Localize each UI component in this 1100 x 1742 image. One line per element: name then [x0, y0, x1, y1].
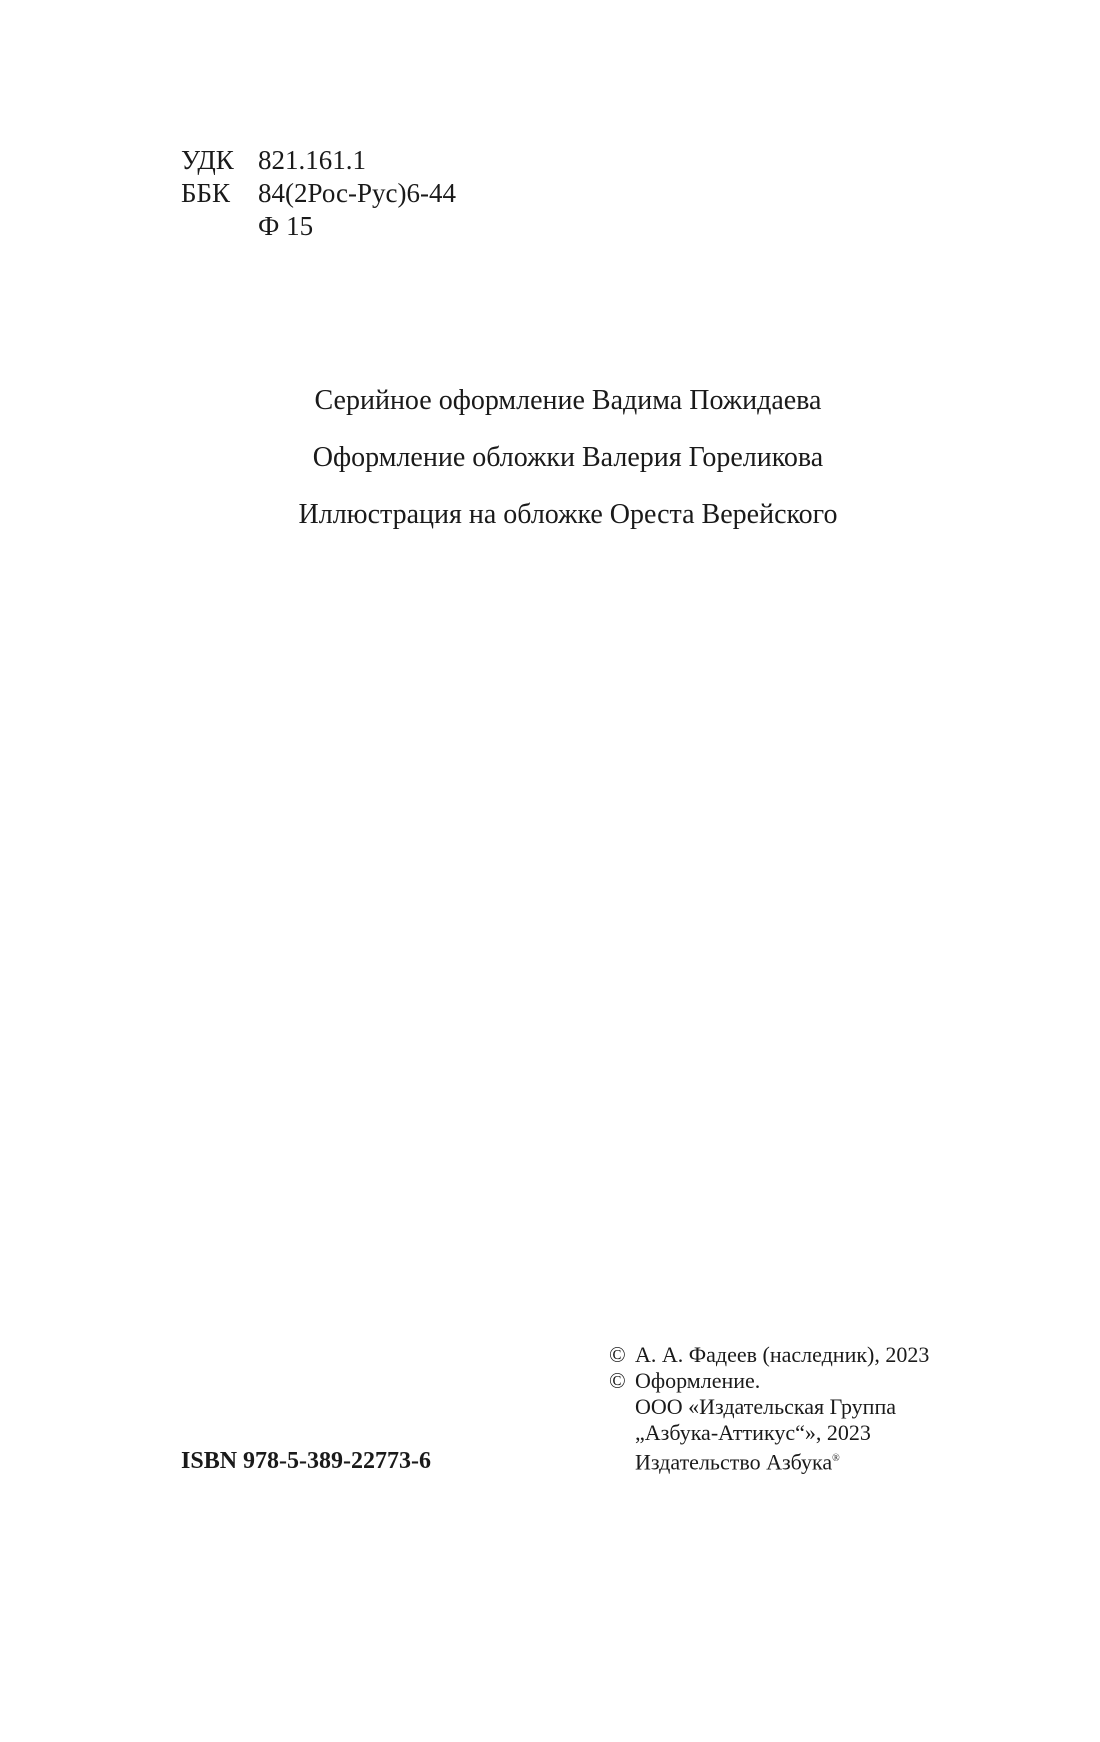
bbk-label: ББК — [181, 178, 231, 208]
design-credits — [0, 372, 1100, 543]
copyright-icon: © — [609, 1368, 626, 1393]
bbk-row — [181, 177, 456, 210]
copyright-block — [609, 1342, 929, 1475]
udk-row — [181, 144, 456, 177]
isbn: ISBN 978-5-389-22773-6 — [181, 1448, 431, 1474]
udk-label: УДК — [181, 145, 234, 175]
classification-block — [181, 144, 456, 243]
copyright-entry-author: © А. А. Фадеев (наследник), 2023 — [609, 1342, 930, 1367]
copyright-entry-design: © Оформление. ООО «Издательская Группа „Азбука-Аттикус“», 2023 Издательство Азбука® — [609, 1368, 896, 1475]
udk-value: 821.161.1 — [258, 145, 366, 175]
author-mark: Ф 15 — [258, 211, 314, 241]
registered-mark-icon: ® — [832, 1453, 840, 1464]
credit-cover-design: Оформление обложки Валерия Гореликова — [312, 442, 824, 473]
copyright-icon: © — [609, 1342, 626, 1367]
author-mark-row — [181, 210, 456, 243]
bbk-value: 84(2Рос-Рус)6-44 — [258, 178, 456, 208]
credit-series-design: Серийное оформление Вадима Пожидаева — [314, 385, 822, 416]
credit-cover-illustration: Иллюстрация на обложке Ореста Верейского — [298, 499, 838, 530]
